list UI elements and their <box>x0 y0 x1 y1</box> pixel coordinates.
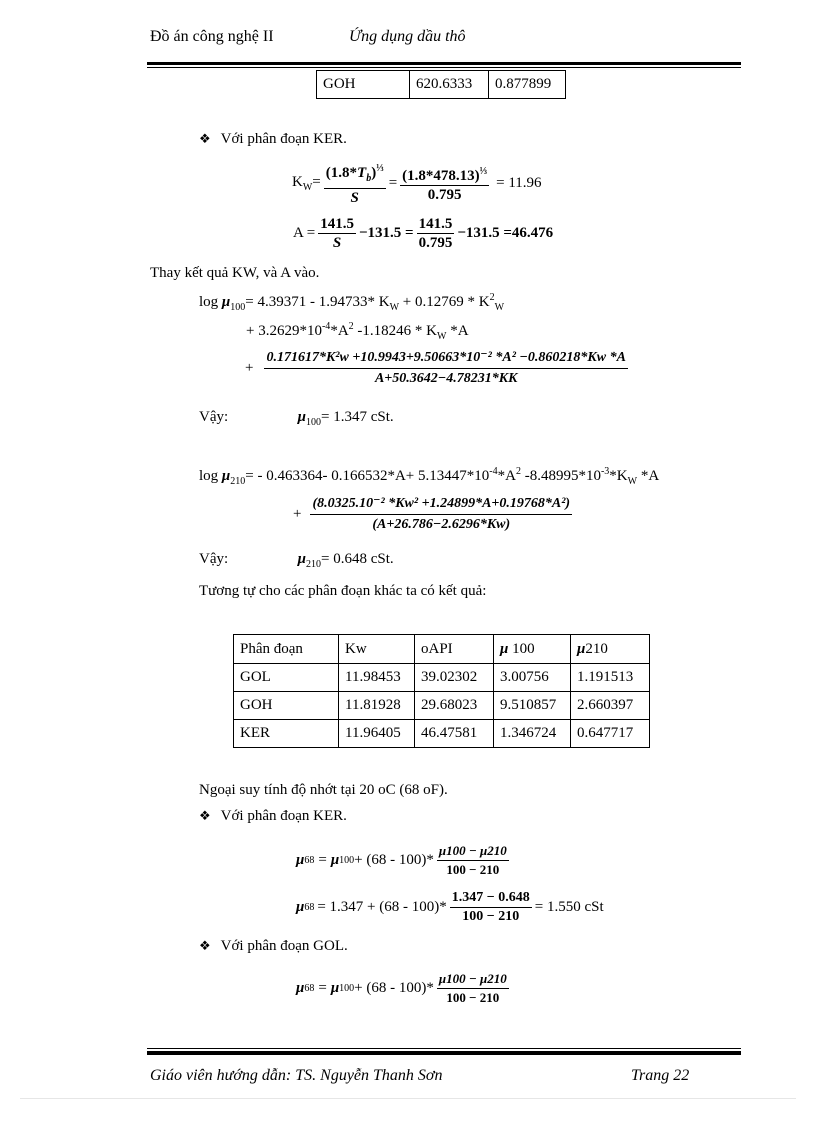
header-cell: μ 100 <box>494 635 571 664</box>
diamond-bullet-icon: ❖ <box>199 131 211 146</box>
mu68-ker-result: μ 68 = 1.347 + (68 - 100)* $\frac{1.347 - 0.648}{100 - 210}$ = 1.550 cSt <box>296 889 604 924</box>
section-heading-ker <box>199 131 347 148</box>
footer-supervisor: Giáo viên hướng dẫn: TS. Nguyễn Thanh Sơn <box>150 1067 443 1084</box>
mu68-gol-fraction: $\frac{\mu 100 - \mu 210}{100 - 210}$ <box>438 970 507 1005</box>
mu68-formula: μ 68 = μ 100 + (68 - 100)* $\frac{\mu 100 - \mu 210}{100 - 210}$ <box>296 842 507 877</box>
table-cell: 11.98453 <box>339 664 415 692</box>
header-cell: Kw <box>339 635 415 664</box>
table-row <box>234 692 650 720</box>
table-cell: 0.647717 <box>571 720 650 748</box>
table-cell: 1.346724 <box>494 720 571 748</box>
header-cell: Phân đoạn <box>234 635 339 664</box>
table-cell: GOL <box>234 664 339 692</box>
a-fraction-2: $\frac{141.5}{0.795}$ <box>418 215 453 251</box>
header-left: Đồ án công nghệ II <box>150 28 274 45</box>
result-mu100: Vậy: $\mu_{100}= 1.347$ cSt. <box>199 409 394 428</box>
a-fraction-1: $\frac{141.5}{S}$ <box>320 215 354 251</box>
substitute-text: Thay kết quả KW, và A vào. <box>150 265 320 281</box>
mu68-gol-formula: μ 68 = μ 100 + (68 - 100)* $\frac{\mu 100 - \mu 210}{100 - 210}$ <box>296 970 507 1005</box>
log210-line1: $\log \mu_{210}= - 0.463364-$ $0.166532*A+ 5.13447*10^{-4}*A^2$ $-8.48995*10^{-3}*K_W$ *A <box>199 466 660 487</box>
log100-fraction-line: + $\frac{\text{0.171617*K²w +10.9943+9.50663*10⁻² *A² −0.860218*Kw *A}}{A+50.3642-4.78231*KK}$ <box>245 348 631 389</box>
mu68-fraction: $\frac{\mu 100 - \mu 210}{100 - 210}$ <box>438 842 507 877</box>
results-table <box>233 634 650 748</box>
table-header-row <box>234 635 650 664</box>
log210-fraction-line: + $\frac{\text{(8.0325.10⁻² *Kw² +1.24899*A+0.19768*A²)}}{(A+26.786-2.6296*Kw)}$ <box>293 494 575 535</box>
table-cell: 3.00756 <box>494 664 571 692</box>
similar-text: Tương tự cho các phân đoạn khác ta có kết quả: <box>199 583 487 599</box>
table-cell: 29.68023 <box>415 692 494 720</box>
api-equation <box>293 208 553 258</box>
mu68-ker-fraction: $\frac{1.347 - 0.648}{100 - 210}$ <box>451 889 530 924</box>
section-heading-ker-2 <box>199 808 347 825</box>
header-rule-thin <box>147 67 741 68</box>
kw-equation <box>292 158 542 208</box>
page-bottom-edge <box>20 1098 796 1099</box>
a-minus-1: −131.5 = <box>358 224 414 241</box>
log100-line1: $\log \mu_{100}= 4.39371 - 1.94733*$ $K_W + 0.12769 * K^2_W$ <box>199 292 505 313</box>
footer-page-number: Trang 22 <box>631 1067 690 1084</box>
diamond-bullet-icon: ❖ <box>199 808 211 823</box>
equals-sign: = <box>388 174 398 191</box>
footer-rule-thin <box>147 1048 741 1049</box>
section-heading-gol <box>199 938 348 955</box>
header-cell: μ210 <box>571 635 650 664</box>
kw-fraction-1: $\frac{(1.8*T_b)^{\frac{1}{3}}}{S}$ <box>324 160 386 207</box>
extrapolation-text: Ngoại suy tính độ nhớt tại 20 oC (68 oF). <box>199 782 448 798</box>
log100-line2: + $3.2629*10^{-4}*A^2$ $-1.18246 * K_W$ *A <box>246 321 469 342</box>
kw-fraction-2: $\frac{(1.8*478.13)^{\frac{1}{3}}}{0.795}$ <box>400 163 489 204</box>
table-cell: 9.510857 <box>494 692 571 720</box>
table-row <box>234 720 650 748</box>
section-label: Với phân đoạn KER. <box>220 131 347 147</box>
table-cell: 11.81928 <box>339 692 415 720</box>
kw-lhs: $K_W=$ <box>292 173 321 193</box>
table-cell: 0.877899 <box>489 71 566 99</box>
top-table <box>316 70 566 99</box>
table-cell: GOH <box>317 71 410 99</box>
kw-result: = 11.96 <box>496 174 542 191</box>
table-cell: 11.96405 <box>339 720 415 748</box>
header-rule-thick <box>147 62 741 65</box>
diamond-bullet-icon: ❖ <box>199 938 211 953</box>
footer-rule-thick <box>147 1051 741 1055</box>
a-result: −131.5 =46.476 <box>457 224 554 241</box>
table-cell: 2.660397 <box>571 692 650 720</box>
result-mu210: Vậy: $\mu_{210}= 0.648$ cSt. <box>199 551 394 570</box>
table-cell: KER <box>234 720 339 748</box>
section-label: Với phân đoạn KER. <box>220 808 347 824</box>
a-lhs: A = <box>293 224 316 241</box>
header-cell: oAPI <box>415 635 494 664</box>
table-row <box>234 664 650 692</box>
table-cell: 620.6333 <box>410 71 489 99</box>
table-cell: GOH <box>234 692 339 720</box>
log100-fraction: $\frac{\text{0.171617*K²w +10.9943+9.50663*10⁻² *A² −0.860218*Kw *A}}{A+50.3642-4.78231*KK}$ <box>266 350 626 386</box>
header-right: Ứng dụng dầu thô <box>349 28 466 45</box>
table-row <box>317 71 566 99</box>
table-cell: 46.47581 <box>415 720 494 748</box>
section-label: Với phân đoạn GOL. <box>220 938 348 954</box>
table-cell: 39.02302 <box>415 664 494 692</box>
table-cell: 1.191513 <box>571 664 650 692</box>
log210-fraction: $\frac{\text{(8.0325.10⁻² *Kw² +1.24899*A+0.19768*A²)}}{(A+26.786-2.6296*Kw)}$ <box>312 496 571 532</box>
